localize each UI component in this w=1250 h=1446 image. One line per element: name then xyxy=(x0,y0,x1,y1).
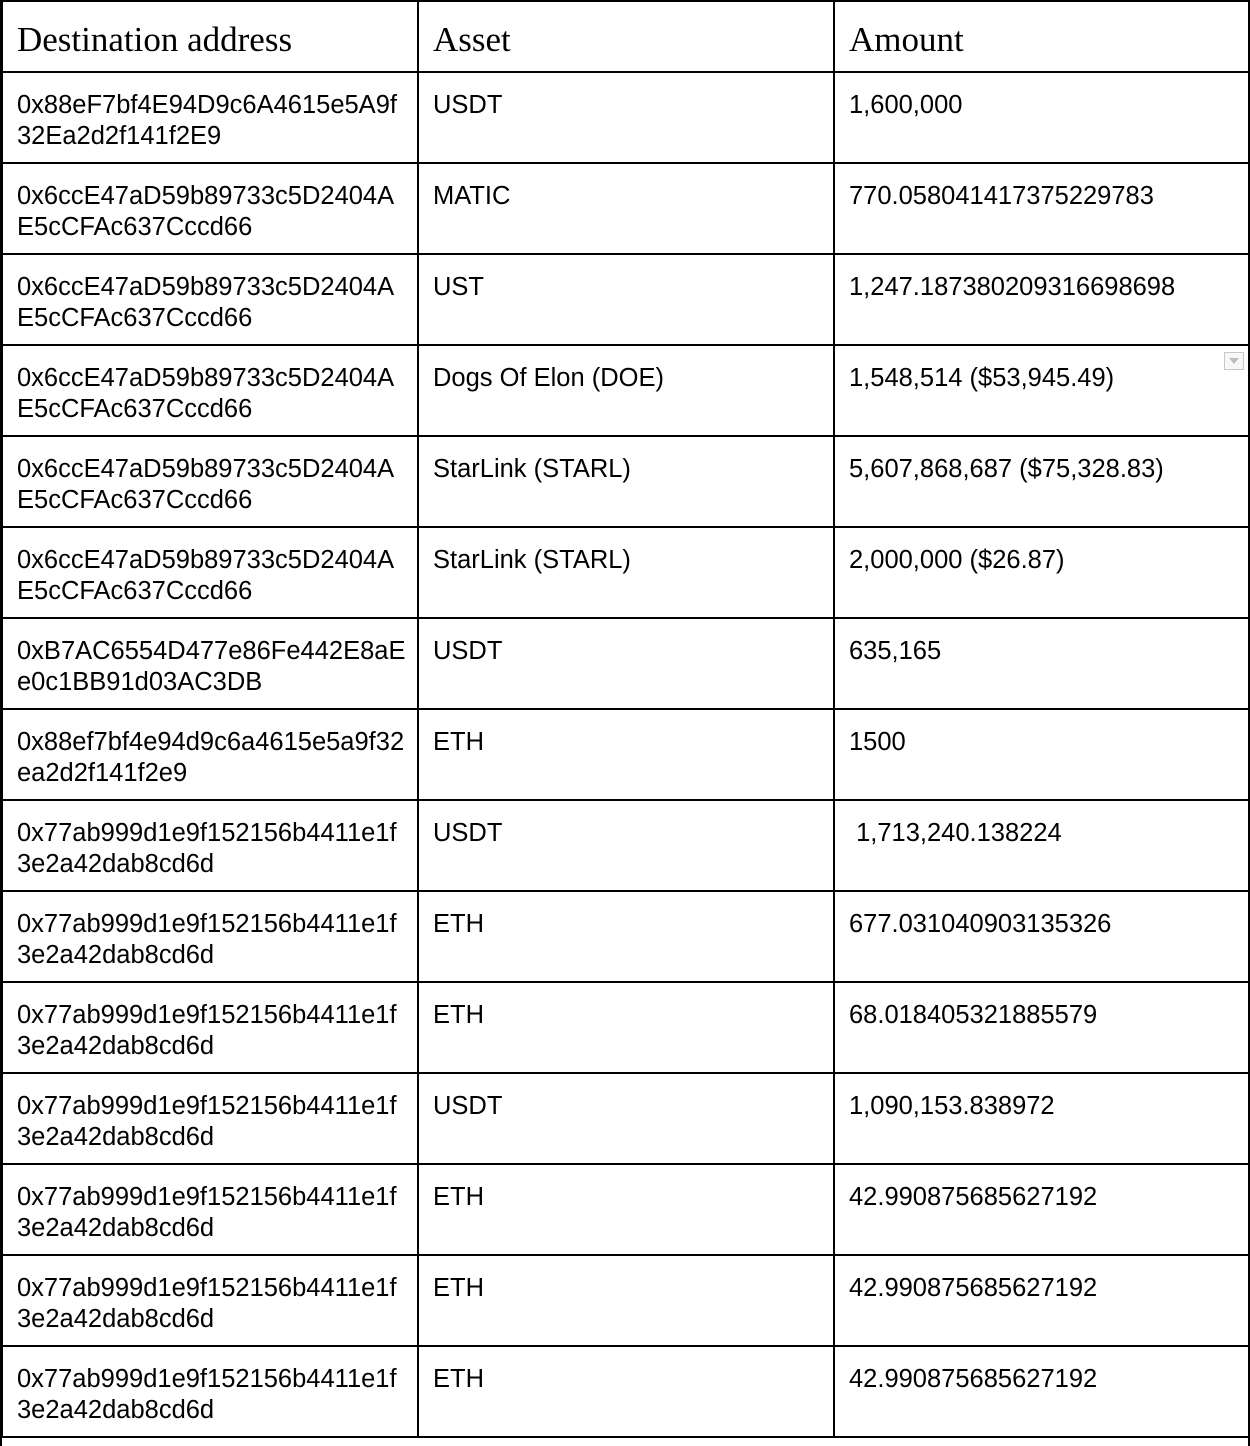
cell-address[interactable]: 0x6ccE47aD59b89733c5D2404AE5cCFAc637Cccd66 xyxy=(2,254,418,345)
cell-asset[interactable]: Dogs Of Elon (DOE) xyxy=(418,345,834,436)
cell-asset[interactable]: ETH xyxy=(418,1255,834,1346)
table-row xyxy=(2,345,1249,436)
cell-asset[interactable]: StarLink (STARL) xyxy=(418,436,834,527)
cell-amount[interactable]: 1,090,153.838972 xyxy=(834,1073,1249,1164)
cell-asset[interactable]: USDT xyxy=(418,618,834,709)
cell-asset[interactable]: ETH xyxy=(418,1346,834,1437)
cell-address[interactable]: 0x77ab999d1e9f152156b4411e1f3e2a42dab8cd6d xyxy=(2,1164,418,1255)
cell-address[interactable]: 0x6ccE47aD59b89733c5D2404AE5cCFAc637Cccd66 xyxy=(2,163,418,254)
cell-address[interactable]: 0x6ccE47aD59b89733c5D2404AE5cCFAc637Cccd66 xyxy=(2,436,418,527)
cell-asset[interactable]: USDT xyxy=(418,72,834,163)
cell-amount[interactable]: 1,247.187380209316698698 xyxy=(834,254,1249,345)
transfers-table xyxy=(1,0,1250,1438)
table-row xyxy=(2,891,1249,982)
table-row xyxy=(2,1073,1249,1164)
cell-address[interactable]: 0xB7AC6554D477e86Fe442E8aEe0c1BB91d03AC3DB xyxy=(2,618,418,709)
cell-amount[interactable]: 42.990875685627192 xyxy=(834,1255,1249,1346)
table-row xyxy=(2,618,1249,709)
cell-amount-with-dropdown[interactable] xyxy=(834,345,1249,436)
table-row xyxy=(2,527,1249,618)
cell-amount[interactable]: 635,165 xyxy=(834,618,1249,709)
table-row xyxy=(2,436,1249,527)
header-amount[interactable]: Amount xyxy=(834,1,1249,72)
table-row xyxy=(2,982,1249,1073)
cell-asset[interactable]: USDT xyxy=(418,1073,834,1164)
table-row xyxy=(2,163,1249,254)
cell-amount[interactable]: 42.990875685627192 xyxy=(834,1164,1249,1255)
cell-address[interactable]: 0x77ab999d1e9f152156b4411e1f3e2a42dab8cd6d xyxy=(2,800,418,891)
cell-amount[interactable]: 770.058041417375229783 xyxy=(834,163,1249,254)
cell-asset[interactable]: ETH xyxy=(418,891,834,982)
cell-address[interactable]: 0x6ccE47aD59b89733c5D2404AE5cCFAc637Cccd66 xyxy=(2,527,418,618)
cell-address[interactable]: 0x77ab999d1e9f152156b4411e1f3e2a42dab8cd6d xyxy=(2,1073,418,1164)
table-row xyxy=(2,254,1249,345)
cell-asset[interactable]: StarLink (STARL) xyxy=(418,527,834,618)
table-row xyxy=(2,72,1249,163)
table-row xyxy=(2,1346,1249,1437)
dropdown-toggle-icon[interactable] xyxy=(1224,352,1244,370)
cell-address[interactable]: 0x77ab999d1e9f152156b4411e1f3e2a42dab8cd6d xyxy=(2,891,418,982)
cell-asset[interactable]: MATIC xyxy=(418,163,834,254)
table-row xyxy=(2,1164,1249,1255)
table-row xyxy=(2,800,1249,891)
cell-amount[interactable]: 1500 xyxy=(834,709,1249,800)
cell-amount[interactable]: 1,600,000 xyxy=(834,72,1249,163)
cell-address[interactable]: 0x77ab999d1e9f152156b4411e1f3e2a42dab8cd6d xyxy=(2,982,418,1073)
cell-asset[interactable]: ETH xyxy=(418,982,834,1073)
cell-amount[interactable]: 677.031040903135326 xyxy=(834,891,1249,982)
cell-address[interactable]: 0x77ab999d1e9f152156b4411e1f3e2a42dab8cd6d xyxy=(2,1255,418,1346)
header-asset[interactable]: Asset xyxy=(418,1,834,72)
cell-address[interactable]: 0x77ab999d1e9f152156b4411e1f3e2a42dab8cd6d xyxy=(2,1346,418,1437)
cell-asset[interactable]: USDT xyxy=(418,800,834,891)
cell-address[interactable]: 0x88eF7bf4E94D9c6A4615e5A9f32Ea2d2f141f2E9 xyxy=(2,72,418,163)
cell-amount: 1,548,514 ($53,945.49) xyxy=(849,364,1115,392)
cell-asset[interactable]: ETH xyxy=(418,709,834,800)
table-row xyxy=(2,709,1249,800)
cell-amount[interactable]: 68.018405321885579 xyxy=(834,982,1249,1073)
cell-amount[interactable]: 42.990875685627192 xyxy=(834,1346,1249,1437)
table-row xyxy=(2,1255,1249,1346)
header-destination-address[interactable]: Destination address xyxy=(2,1,418,72)
cell-amount[interactable]: 1,713,240.138224 xyxy=(834,800,1249,891)
header-row xyxy=(2,1,1249,72)
cell-asset[interactable]: ETH xyxy=(418,1164,834,1255)
cell-address[interactable]: 0x6ccE47aD59b89733c5D2404AE5cCFAc637Cccd66 xyxy=(2,345,418,436)
cell-amount[interactable]: 2,000,000 ($26.87) xyxy=(834,527,1249,618)
cell-address[interactable]: 0x88ef7bf4e94d9c6a4615e5a9f32ea2d2f141f2e9 xyxy=(2,709,418,800)
cell-asset[interactable]: UST xyxy=(418,254,834,345)
cell-amount[interactable]: 5,607,868,687 ($75,328.83) xyxy=(834,436,1249,527)
